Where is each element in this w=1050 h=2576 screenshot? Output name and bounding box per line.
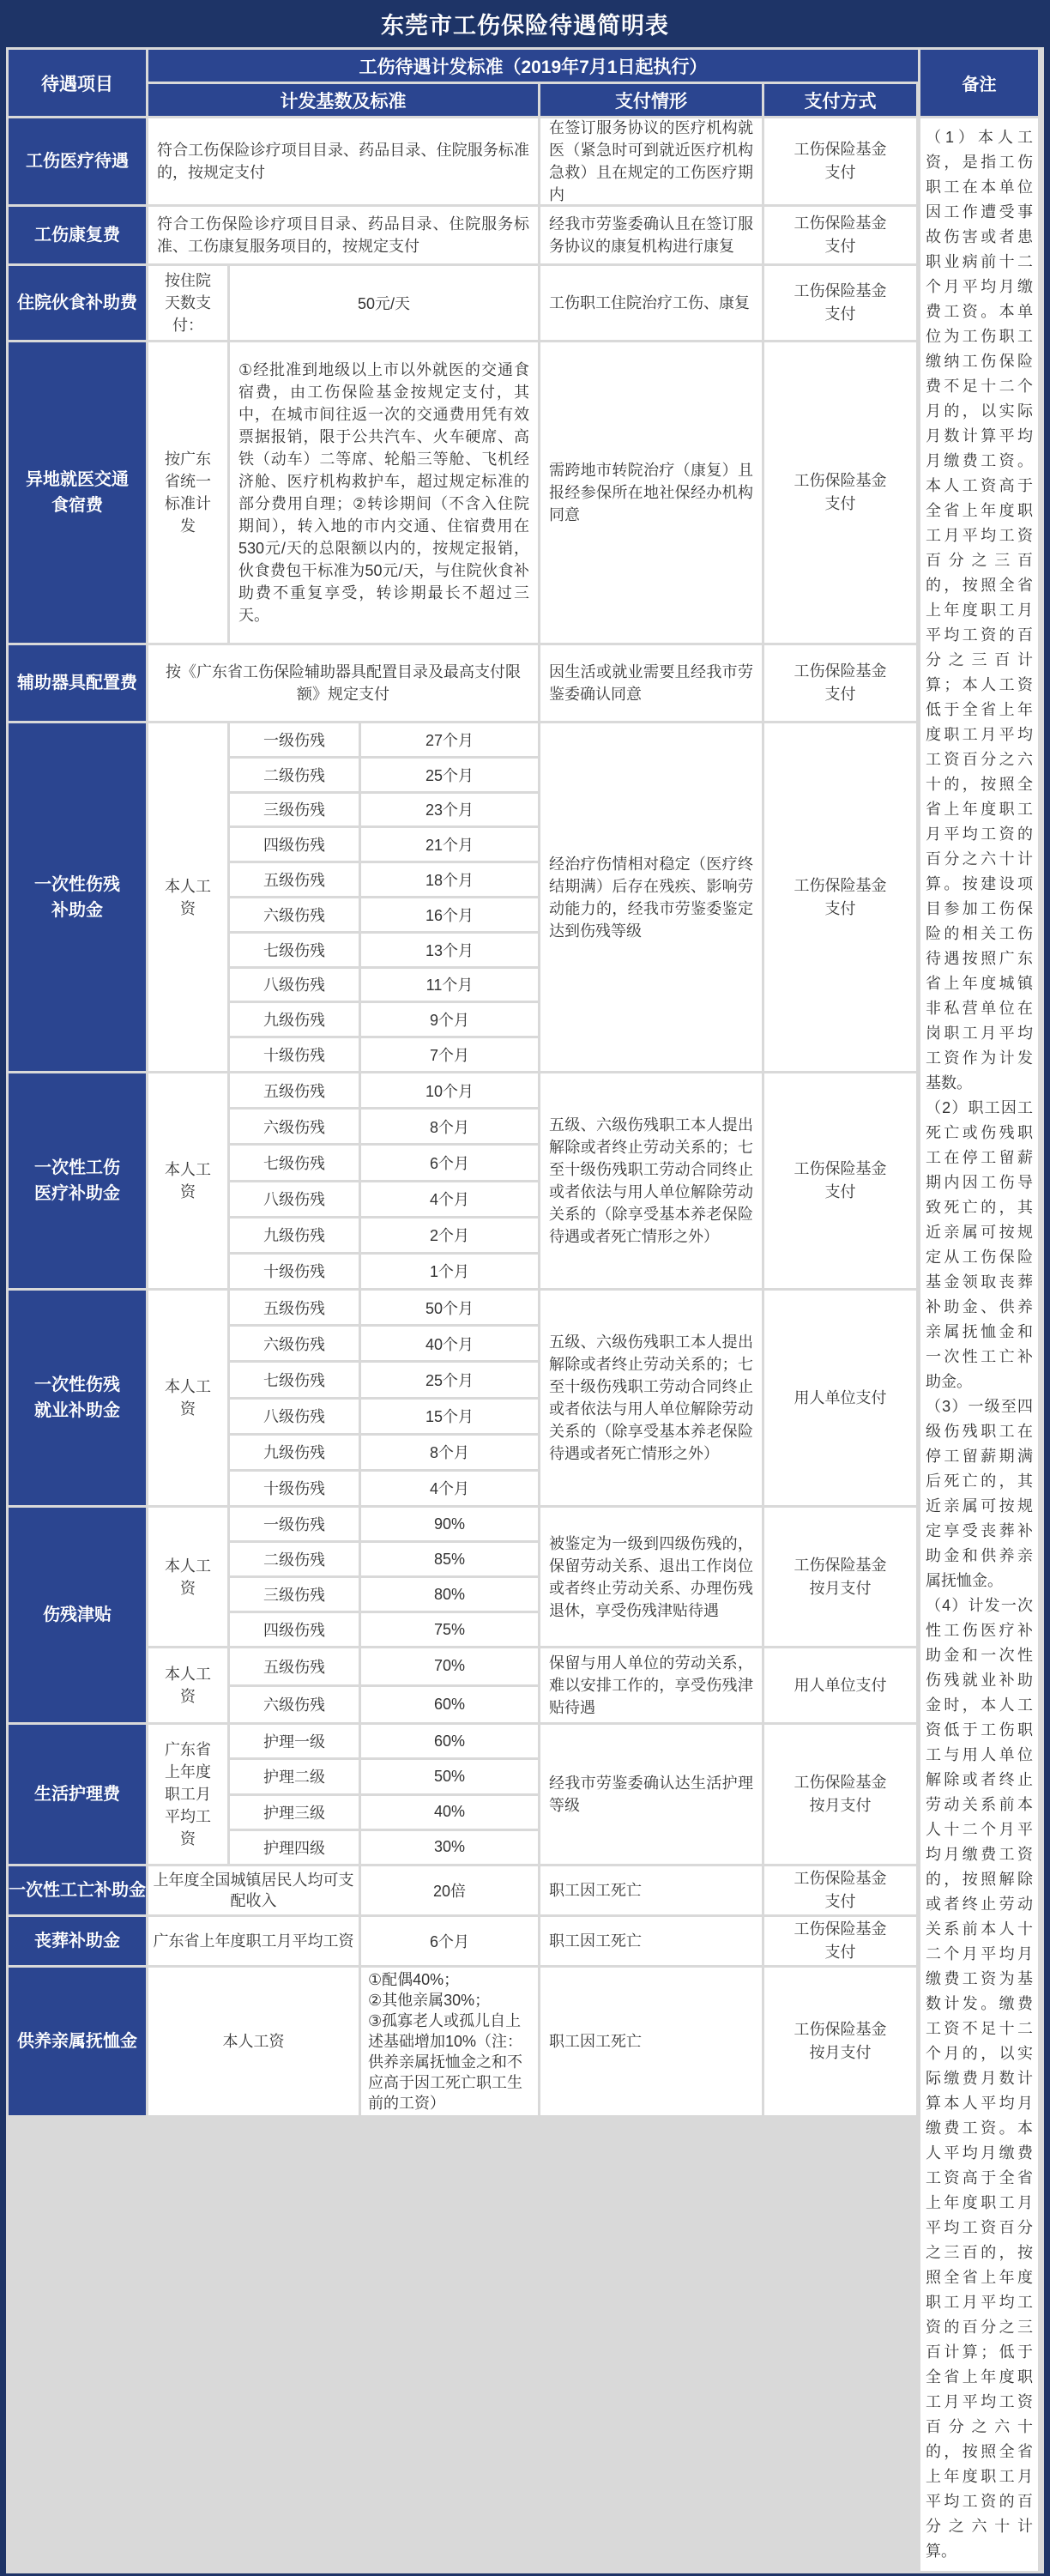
- value-cell: 2个月: [361, 1218, 538, 1252]
- grade-row: [230, 1291, 538, 1324]
- situation-cell: [540, 723, 762, 1071]
- grade-row: [230, 1796, 538, 1829]
- method-cell: 工伤保险基金支付: [764, 118, 916, 204]
- method-cell: 工伤保险基金支付: [764, 207, 916, 263]
- grade-row: [230, 1327, 538, 1360]
- grade-row: [230, 1110, 538, 1143]
- row-label: [9, 1073, 146, 1288]
- row-label-line1: 异地就医交通: [26, 470, 129, 489]
- grade-row: [230, 828, 538, 861]
- row-label-line1: 一次性工伤: [34, 1158, 120, 1177]
- value-cell: [230, 342, 538, 643]
- method-cell: 工伤保险基金支付: [764, 723, 916, 1071]
- value-cell: 90%: [361, 1508, 538, 1540]
- grade-table: [230, 723, 538, 1071]
- base-cell: 本人工资: [148, 1291, 227, 1505]
- situation-cell: [540, 342, 762, 643]
- value-cell: 21个月: [361, 828, 538, 861]
- note-body: [920, 118, 1038, 2571]
- base-cell: [148, 207, 538, 263]
- row-label: [9, 1291, 146, 1505]
- grade-cell: 五级伤残: [230, 863, 359, 896]
- grade-row: [230, 1003, 538, 1036]
- grade-table: [230, 1073, 538, 1288]
- grade-cell: 八级伤残: [230, 1182, 359, 1216]
- situation-cell: [540, 1917, 762, 1965]
- grade-row: [230, 1831, 538, 1864]
- note-column: [920, 50, 1038, 2571]
- value-cell: [361, 1968, 538, 2115]
- header-item-column: 待遇项目: [9, 50, 146, 116]
- note-paragraph-2: （2）职工因工死亡或伤残职工在停工留薪期内因工伤导致死亡的，其近亲属可按规定从工伤保险基金领取丧葬补助金、供养亲属抚恤金和一次性工亡补助金。: [926, 1099, 1033, 1390]
- grade-cell: 护理二级: [230, 1760, 359, 1793]
- base-cell: 本人工资: [148, 1968, 359, 2115]
- grade-row: [230, 1436, 538, 1469]
- value-cell: 20倍: [361, 1866, 538, 1914]
- value-cell: 9个月: [361, 1003, 538, 1036]
- grade-table: [230, 1725, 538, 1864]
- row-rehab-fee: [9, 207, 918, 263]
- value-cell: 16个月: [361, 898, 538, 931]
- row-content: [148, 1291, 918, 1505]
- header-subrow: [148, 84, 918, 116]
- grade-row: [230, 1038, 538, 1071]
- header-method: 支付方式: [764, 84, 916, 116]
- grade-cell: 九级伤残: [230, 1218, 359, 1252]
- row-label-line2: 补助金: [51, 900, 103, 920]
- grade-cell: 七级伤残: [230, 1146, 359, 1179]
- row-content: [148, 723, 918, 1071]
- grade-cell: 一级伤残: [230, 723, 359, 756]
- grade-cell: 十级伤残: [230, 1472, 359, 1505]
- base-cell: 广东省上年度职工月平均工资: [148, 1725, 227, 1864]
- grade-row: [230, 794, 538, 826]
- situation-text: 保留与用人单位的劳动关系，难以安排工作的，享受伤残津贴待遇: [549, 1654, 753, 1716]
- row-funeral-subsidy: [9, 1917, 918, 1965]
- situation-text: 经我市劳鉴委确认达生活护理等级: [549, 1775, 753, 1814]
- grade-cell: 七级伤残: [230, 1363, 359, 1396]
- value-cell: 8个月: [361, 1436, 538, 1469]
- value-cell: 18个月: [361, 863, 538, 896]
- situation-cell: [540, 1648, 762, 1722]
- note-paragraph-3: （3）一级至四级伤残职工在停工留薪期满后死亡的，其近亲属可按规定享受丧葬补助金和供养亲属抚恤金。: [926, 1398, 1033, 1589]
- grade-row: [230, 1073, 538, 1107]
- value-cell: 40%: [361, 1796, 538, 1829]
- grade-table: [230, 1648, 538, 1722]
- allowance-group-1-4: [148, 1508, 918, 1646]
- row-content: [148, 118, 918, 204]
- situation-cell: [540, 1291, 762, 1505]
- grade-cell: 三级伤残: [230, 794, 359, 826]
- row-label: [9, 723, 146, 1071]
- row-employment-subsidy-lump-sum: [9, 1291, 918, 1505]
- row-label: 丧葬补助金: [9, 1917, 146, 1965]
- value-cell: 10个月: [361, 1073, 538, 1107]
- value-cell: 27个月: [361, 723, 538, 756]
- situation-text: 工伤职工住院治疗工伤、康复: [549, 294, 750, 311]
- method-cell: 工伤保险基金支付: [764, 266, 916, 340]
- situation-cell: [540, 266, 762, 340]
- grade-row: [230, 1613, 538, 1646]
- row-content: [148, 342, 918, 643]
- allowance-group-5-6: [148, 1648, 918, 1722]
- base-cell: 本人工资: [148, 723, 227, 1071]
- value-cell: 85%: [361, 1543, 538, 1575]
- row-label-line2: 医疗补助金: [34, 1184, 120, 1203]
- grade-row: [230, 759, 538, 791]
- base-text: 符合工伤保险诊疗项目目录、药品目录、住院服务标准的，按规定支付: [157, 142, 529, 181]
- base-cell: 上年度全国城镇居民人均可支配收入: [148, 1866, 359, 1914]
- base-cell: [148, 118, 538, 204]
- situation-text: 五级、六级伤残职工本人提出解除或者终止劳动关系的；七至十级伤残职工劳动合同终止或者依法与用人单位解除劳动关系的（除享受基本养老保险待遇或者死亡情形之外）: [549, 1116, 753, 1245]
- situation-text: 职工因工死亡: [549, 1932, 642, 1950]
- grade-cell: 五级伤残: [230, 1648, 359, 1684]
- situation-text: 五级、六级伤残职工本人提出解除或者终止劳动关系的；七至十级伤残职工劳动合同终止或者依法与用人单位解除劳动关系的（除享受基本养老保险待遇或者死亡情形之外）: [549, 1333, 753, 1462]
- grade-row: [230, 1687, 538, 1723]
- situation-text: 需跨地市转院治疗（康复）且报经参保所在地社保经办机构同意: [549, 462, 753, 523]
- method-cell: 用人单位支付: [764, 1648, 916, 1722]
- value-line-3: ③孤寡老人或孤儿自上述基础增加10%（注：供养亲属抚恤金之和不应高于因工死亡职工生前的工资）: [368, 2012, 523, 2112]
- value-cell: 70%: [361, 1648, 538, 1684]
- row-content: [148, 645, 918, 721]
- row-content: [148, 1866, 918, 1914]
- grade-row: [230, 1146, 538, 1179]
- header-situation: 支付情形: [540, 84, 762, 116]
- grade-cell: 二级伤残: [230, 759, 359, 791]
- value-line-1: ①配偶40%；: [368, 1971, 460, 1988]
- row-content: [148, 1968, 918, 2115]
- value-cell: 60%: [361, 1725, 538, 1757]
- method-cell: 工伤保险基金按月支付: [764, 1508, 916, 1646]
- grade-cell: 五级伤残: [230, 1073, 359, 1107]
- value-cell: 6个月: [361, 1146, 538, 1179]
- row-content: [148, 266, 918, 340]
- situation-cell: [540, 1073, 762, 1288]
- base-cell: [148, 645, 538, 721]
- row-label: 伤残津贴: [9, 1508, 146, 1722]
- row-content: [148, 1725, 918, 1864]
- row-disability-lump-sum: [9, 723, 918, 1071]
- row-content: [148, 207, 918, 263]
- base-prefix-cell: 按广东省统一标准计发: [148, 342, 227, 643]
- value-cell: 1个月: [361, 1255, 538, 1288]
- value-cell: 50元/天: [230, 266, 538, 340]
- value-cell: 75%: [361, 1613, 538, 1646]
- grade-row: [230, 1218, 538, 1252]
- grade-row: [230, 1578, 538, 1611]
- grade-cell: 护理四级: [230, 1831, 359, 1864]
- row-dependent-pension: [9, 1968, 918, 2115]
- page-title: 东莞市工伤保险待遇简明表: [0, 0, 1050, 47]
- situation-cell: [540, 645, 762, 721]
- grade-cell: 九级伤残: [230, 1003, 359, 1036]
- row-medical-subsidy-lump-sum: [9, 1073, 918, 1288]
- row-label: 辅助器具配置费: [9, 645, 146, 721]
- grade-cell: 九级伤残: [230, 1436, 359, 1469]
- grade-table: [230, 1508, 538, 1646]
- grade-cell: 一级伤残: [230, 1508, 359, 1540]
- value-cell: 15个月: [361, 1400, 538, 1433]
- situation-text: 职工因工死亡: [549, 1882, 642, 1899]
- grade-cell: 十级伤残: [230, 1038, 359, 1071]
- row-label-line1: 一次性伤残: [34, 874, 120, 894]
- value-cell: 23个月: [361, 794, 538, 826]
- header-base: 计发基数及标准: [148, 84, 538, 116]
- value-text: ①经批准到地级以上市以外就医的交通食宿费，由工伤保险基金按规定支付，其中，在城市间往返一次的交通费用凭有效票据报销，限于公共汽车、火车硬席、高铁（动车）二等席、轮船三等舱、飞机经济舱、医疗机构救护车，超过规定标准的部分费用自理；②转诊期间（不含入住院期间），转入地的市内交通、住宿费用在530元/天的总限额以内的，按规定报销，伙食费包干标准为50元/天，与住院伙食补助费不重复享受，转诊期最长不超过三天。: [238, 361, 529, 624]
- situation-text: 因生活或就业需要且经我市劳鉴委确认同意: [549, 663, 753, 703]
- method-cell: 工伤保险基金支付: [764, 645, 916, 721]
- method-cell: 工伤保险基金按月支付: [764, 1968, 916, 2115]
- row-label-line2: 食宿费: [51, 496, 103, 515]
- base-cell: 本人工资: [148, 1648, 227, 1722]
- grade-cell: 六级伤残: [230, 1327, 359, 1360]
- value-cell: 50个月: [361, 1291, 538, 1324]
- base-text: 按《广东省工伤保险辅助器具配置目录及最高支付限额》规定支付: [166, 663, 521, 703]
- row-life-care-fee: [9, 1725, 918, 1864]
- value-cell: 25个月: [361, 1363, 538, 1396]
- value-cell: 30%: [361, 1831, 538, 1864]
- row-label: [9, 342, 146, 643]
- row-label: 生活护理费: [9, 1725, 146, 1864]
- value-cell: 40个月: [361, 1327, 538, 1360]
- row-content: [148, 1073, 918, 1288]
- note-paragraph-1: （1）本人工资，是指工伤职工在本单位因工作遭受事故伤害或者患职业病前十二个月平均月缴费工资。本单位为工伤职工缴纳工伤保险费不足十二个月的，以实际月数计算平均月缴费工资。本人工资高于全省上年度职工月平均工资百分之三百的，按照全省上年度职工月平均工资的百分之三百计算；本人工资低于全省上年度职工月平均工资百分之六十的，按照全省上年度职工月平均工资的百分之六十计算。按建设项目参加工伤保险的相关工伤待遇按照广东省上年度城镇非私营单位在岗职工月平均工资作为计发基数。: [926, 129, 1033, 1091]
- grade-cell: 四级伤残: [230, 828, 359, 861]
- situation-text: 经治疗伤情相对稳定（医疗终结期满）后存在残疾、影响劳动能力的，经我市劳鉴委鉴定达到伤残等级: [549, 855, 753, 940]
- grade-row: [230, 863, 538, 896]
- grade-cell: 六级伤残: [230, 898, 359, 931]
- method-cell: 工伤保险基金按月支付: [764, 1725, 916, 1864]
- row-label-line1: 一次性伤残: [34, 1376, 120, 1394]
- header-standard-group: [148, 50, 918, 116]
- grade-cell: 四级伤残: [230, 1613, 359, 1646]
- grade-row: [230, 1725, 538, 1757]
- situation-text: 职工因工死亡: [549, 2033, 642, 2050]
- grade-cell: 六级伤残: [230, 1687, 359, 1723]
- grade-row: [230, 1182, 538, 1216]
- grade-cell: 八级伤残: [230, 969, 359, 1001]
- value-cell: 80%: [361, 1578, 538, 1611]
- method-cell: 工伤保险基金支付: [764, 1866, 916, 1914]
- situation-cell: [540, 207, 762, 263]
- grade-cell: 五级伤残: [230, 1291, 359, 1324]
- situation-text: 被鉴定为一级到四级伤残的，保留劳动关系、退出工作岗位或者终止劳动关系、办理伤残退休，享受伤残津贴待遇: [549, 1534, 753, 1619]
- grade-table: [230, 1291, 538, 1505]
- grade-row: [230, 723, 538, 756]
- value-cell: 11个月: [361, 969, 538, 1001]
- benefits-table: [6, 47, 1044, 2573]
- row-assistive-device-fee: [9, 645, 918, 721]
- situation-text: 经我市劳鉴委确认且在签订服务协议的康复机构进行康复: [549, 215, 753, 255]
- value-line-2: ②其他亲属30%；: [368, 1992, 491, 2009]
- base-cell: 本人工资: [148, 1508, 227, 1646]
- situation-text: 在签订服务协议的医疗机构就医（紧急时可到就近医疗机构急救）且在规定的工伤医疗期内: [549, 119, 753, 203]
- grade-row: [230, 934, 538, 966]
- note-paragraph-4: （4）计发一次性工伤医疗补助金和一次性伤残就业补助金时，本人工资低于工伤职工与用人单位解除或者终止劳动关系前本人十二个月平均月缴费工资的，按照解除或者终止劳动关系前本人十二个月平均月缴费工资为基数计发。缴费工资不足十二个月的，以实际缴费月数计算本人平均月缴费工资。本人平均月缴费工资高于全省上年度职工月平均工资百分之三百的，按照全省上年度职工月平均工资的百分之三百计算；低于全省上年度职工月平均工资百分之六十的，按照全省上年度职工月平均工资的百分之六十计算。: [926, 1597, 1033, 2560]
- grade-row: [230, 1472, 538, 1505]
- value-cell: 60%: [361, 1687, 538, 1723]
- grade-cell: 十级伤残: [230, 1255, 359, 1288]
- situation-cell: [540, 118, 762, 204]
- grade-cell: 七级伤残: [230, 934, 359, 966]
- note-header: 备注: [920, 50, 1038, 116]
- value-cell: 4个月: [361, 1472, 538, 1505]
- grade-cell: 护理三级: [230, 1796, 359, 1829]
- row-label: 工伤康复费: [9, 207, 146, 263]
- table-header: [9, 50, 918, 116]
- grade-row: [230, 1363, 538, 1396]
- table-main-column: [9, 50, 918, 2571]
- method-cell: 工伤保险基金支付: [764, 1917, 916, 1965]
- row-label: 一次性工亡补助金: [9, 1866, 146, 1914]
- grade-row: [230, 969, 538, 1001]
- row-content: [148, 1917, 918, 1965]
- header-standard: 工伤待遇计发标准（2019年7月1日起执行）: [148, 50, 918, 82]
- value-cell: 8个月: [361, 1110, 538, 1143]
- grade-cell: 八级伤残: [230, 1400, 359, 1433]
- value-cell: 7个月: [361, 1038, 538, 1071]
- value-cell: 6个月: [361, 1917, 538, 1965]
- grade-row: [230, 1543, 538, 1575]
- row-label: 工伤医疗待遇: [9, 118, 146, 204]
- base-cell: 本人工资: [148, 1073, 227, 1288]
- row-label: 住院伙食补助费: [9, 266, 146, 340]
- grade-row: [230, 898, 538, 931]
- row-hospital-meal-subsidy: [9, 266, 918, 340]
- value-cell: 13个月: [361, 934, 538, 966]
- value-cell: 4个月: [361, 1182, 538, 1216]
- base-text: 符合工伤保险诊疗项目目录、药品目录、住院服务标准、工伤康复服务项目的，按规定支付: [157, 215, 529, 255]
- situation-cell: [540, 1508, 762, 1646]
- method-cell: 用人单位支付: [764, 1291, 916, 1505]
- base-cell: 广东省上年度职工月平均工资: [148, 1917, 359, 1965]
- method-cell: 工伤保险基金支付: [764, 1073, 916, 1288]
- grade-row: [230, 1648, 538, 1684]
- base-prefix-cell: 按住院天数支付：: [148, 266, 227, 340]
- grade-row: [230, 1400, 538, 1433]
- row-label-line2: 就业补助金: [34, 1401, 120, 1420]
- value-text: [361, 1966, 538, 2117]
- row-medical-treatment: [9, 118, 918, 204]
- grade-row: [230, 1255, 538, 1288]
- grade-cell: 二级伤残: [230, 1543, 359, 1575]
- row-offsite-medical-travel: [9, 342, 918, 643]
- row-label: 供养亲属抚恤金: [9, 1968, 146, 2115]
- grade-cell: 三级伤残: [230, 1578, 359, 1611]
- method-cell: 工伤保险基金支付: [764, 342, 916, 643]
- row-content: [148, 1508, 918, 1722]
- situation-cell: [540, 1866, 762, 1914]
- row-work-death-lump-sum: [9, 1866, 918, 1914]
- situation-cell: [540, 1968, 762, 2115]
- grade-row: [230, 1508, 538, 1540]
- row-disability-allowance: [9, 1508, 918, 1722]
- grade-cell: 护理一级: [230, 1725, 359, 1757]
- value-cell: 50%: [361, 1760, 538, 1793]
- value-cell: 25个月: [361, 759, 538, 791]
- grade-cell: 六级伤残: [230, 1110, 359, 1143]
- grade-row: [230, 1760, 538, 1793]
- situation-cell: [540, 1725, 762, 1864]
